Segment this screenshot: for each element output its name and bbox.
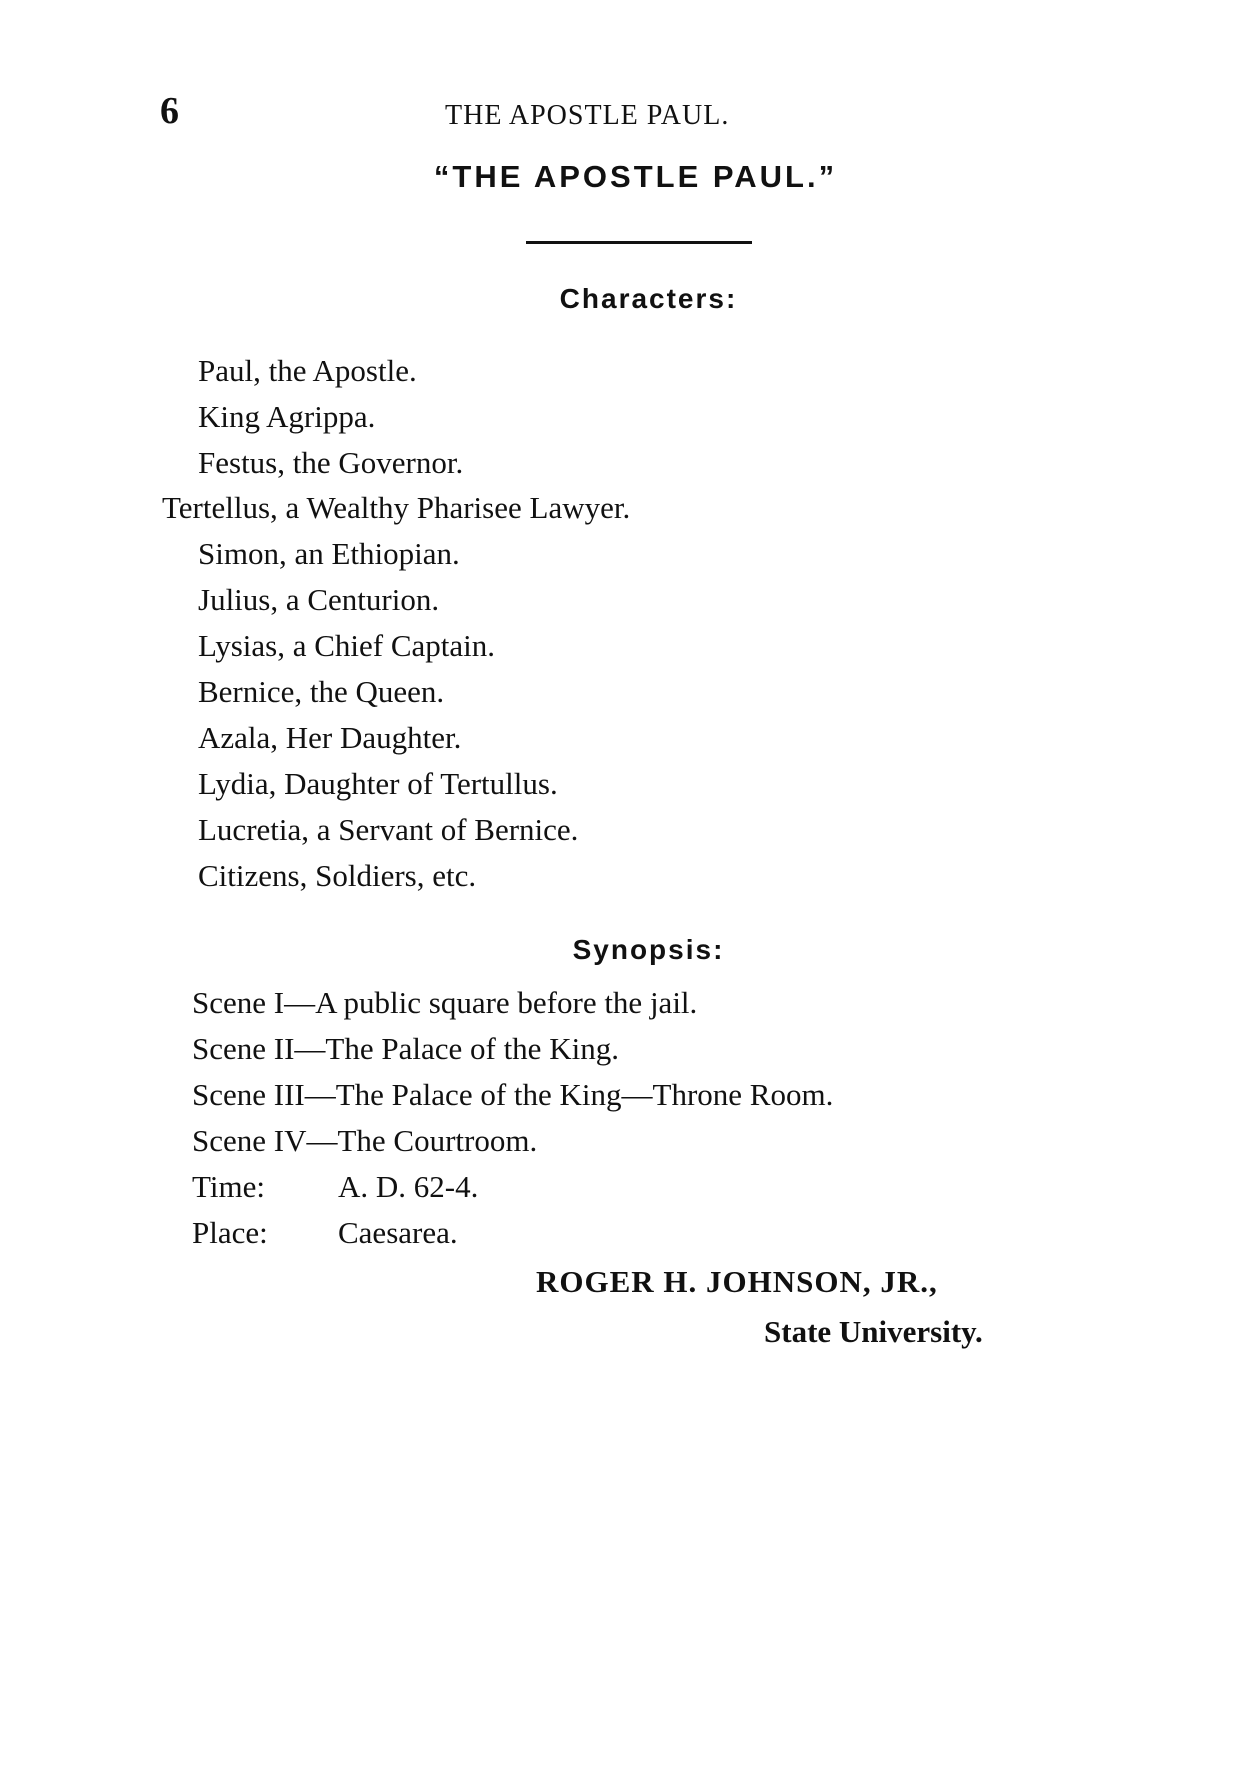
place-value: Caesarea. xyxy=(338,1215,458,1250)
character-item: Lucretia, a Servant of Bernice. xyxy=(198,812,579,847)
time-value: A. D. 62-4. xyxy=(338,1169,479,1204)
characters-heading: Characters: xyxy=(559,283,738,314)
author-affiliation: State University. xyxy=(764,1314,983,1349)
character-item: Tertellus, a Wealthy Pharisee Lawyer. xyxy=(162,490,631,525)
running-head: THE APOSTLE PAUL. xyxy=(445,100,730,131)
place-label: Place: xyxy=(192,1215,268,1250)
scene-item: Scene II—The Palace of the King. xyxy=(192,1031,619,1066)
character-item: Azala, Her Daughter. xyxy=(198,720,462,755)
character-item: Citizens, Soldiers, etc. xyxy=(198,858,477,893)
place-row xyxy=(192,1217,458,1248)
character-item: Lysias, a Chief Captain. xyxy=(198,628,496,663)
synopsis-heading: Synopsis: xyxy=(572,934,725,965)
character-item: King Agrippa. xyxy=(198,399,376,434)
character-item: Lydia, Daughter of Tertullus. xyxy=(198,766,558,801)
author-name: ROGER H. JOHNSON, JR., xyxy=(536,1264,938,1299)
character-item: Paul, the Apostle. xyxy=(198,353,417,388)
time-row xyxy=(192,1171,478,1202)
character-item: Julius, a Centurion. xyxy=(198,582,440,617)
title-rule xyxy=(526,241,752,244)
scene-item: Scene IV—The Courtroom. xyxy=(192,1123,538,1158)
page-number: 6 xyxy=(160,90,179,132)
scene-item: Scene I—A public square before the jail. xyxy=(192,985,698,1020)
character-item: Bernice, the Queen. xyxy=(198,674,445,709)
character-item: Simon, an Ethiopian. xyxy=(198,536,460,571)
page-title: “THE APOSTLE PAUL.” xyxy=(433,159,838,194)
character-item: Festus, the Governor. xyxy=(198,445,464,480)
time-label: Time: xyxy=(192,1169,265,1204)
scene-item: Scene III—The Palace of the King—Throne Room. xyxy=(192,1077,834,1112)
